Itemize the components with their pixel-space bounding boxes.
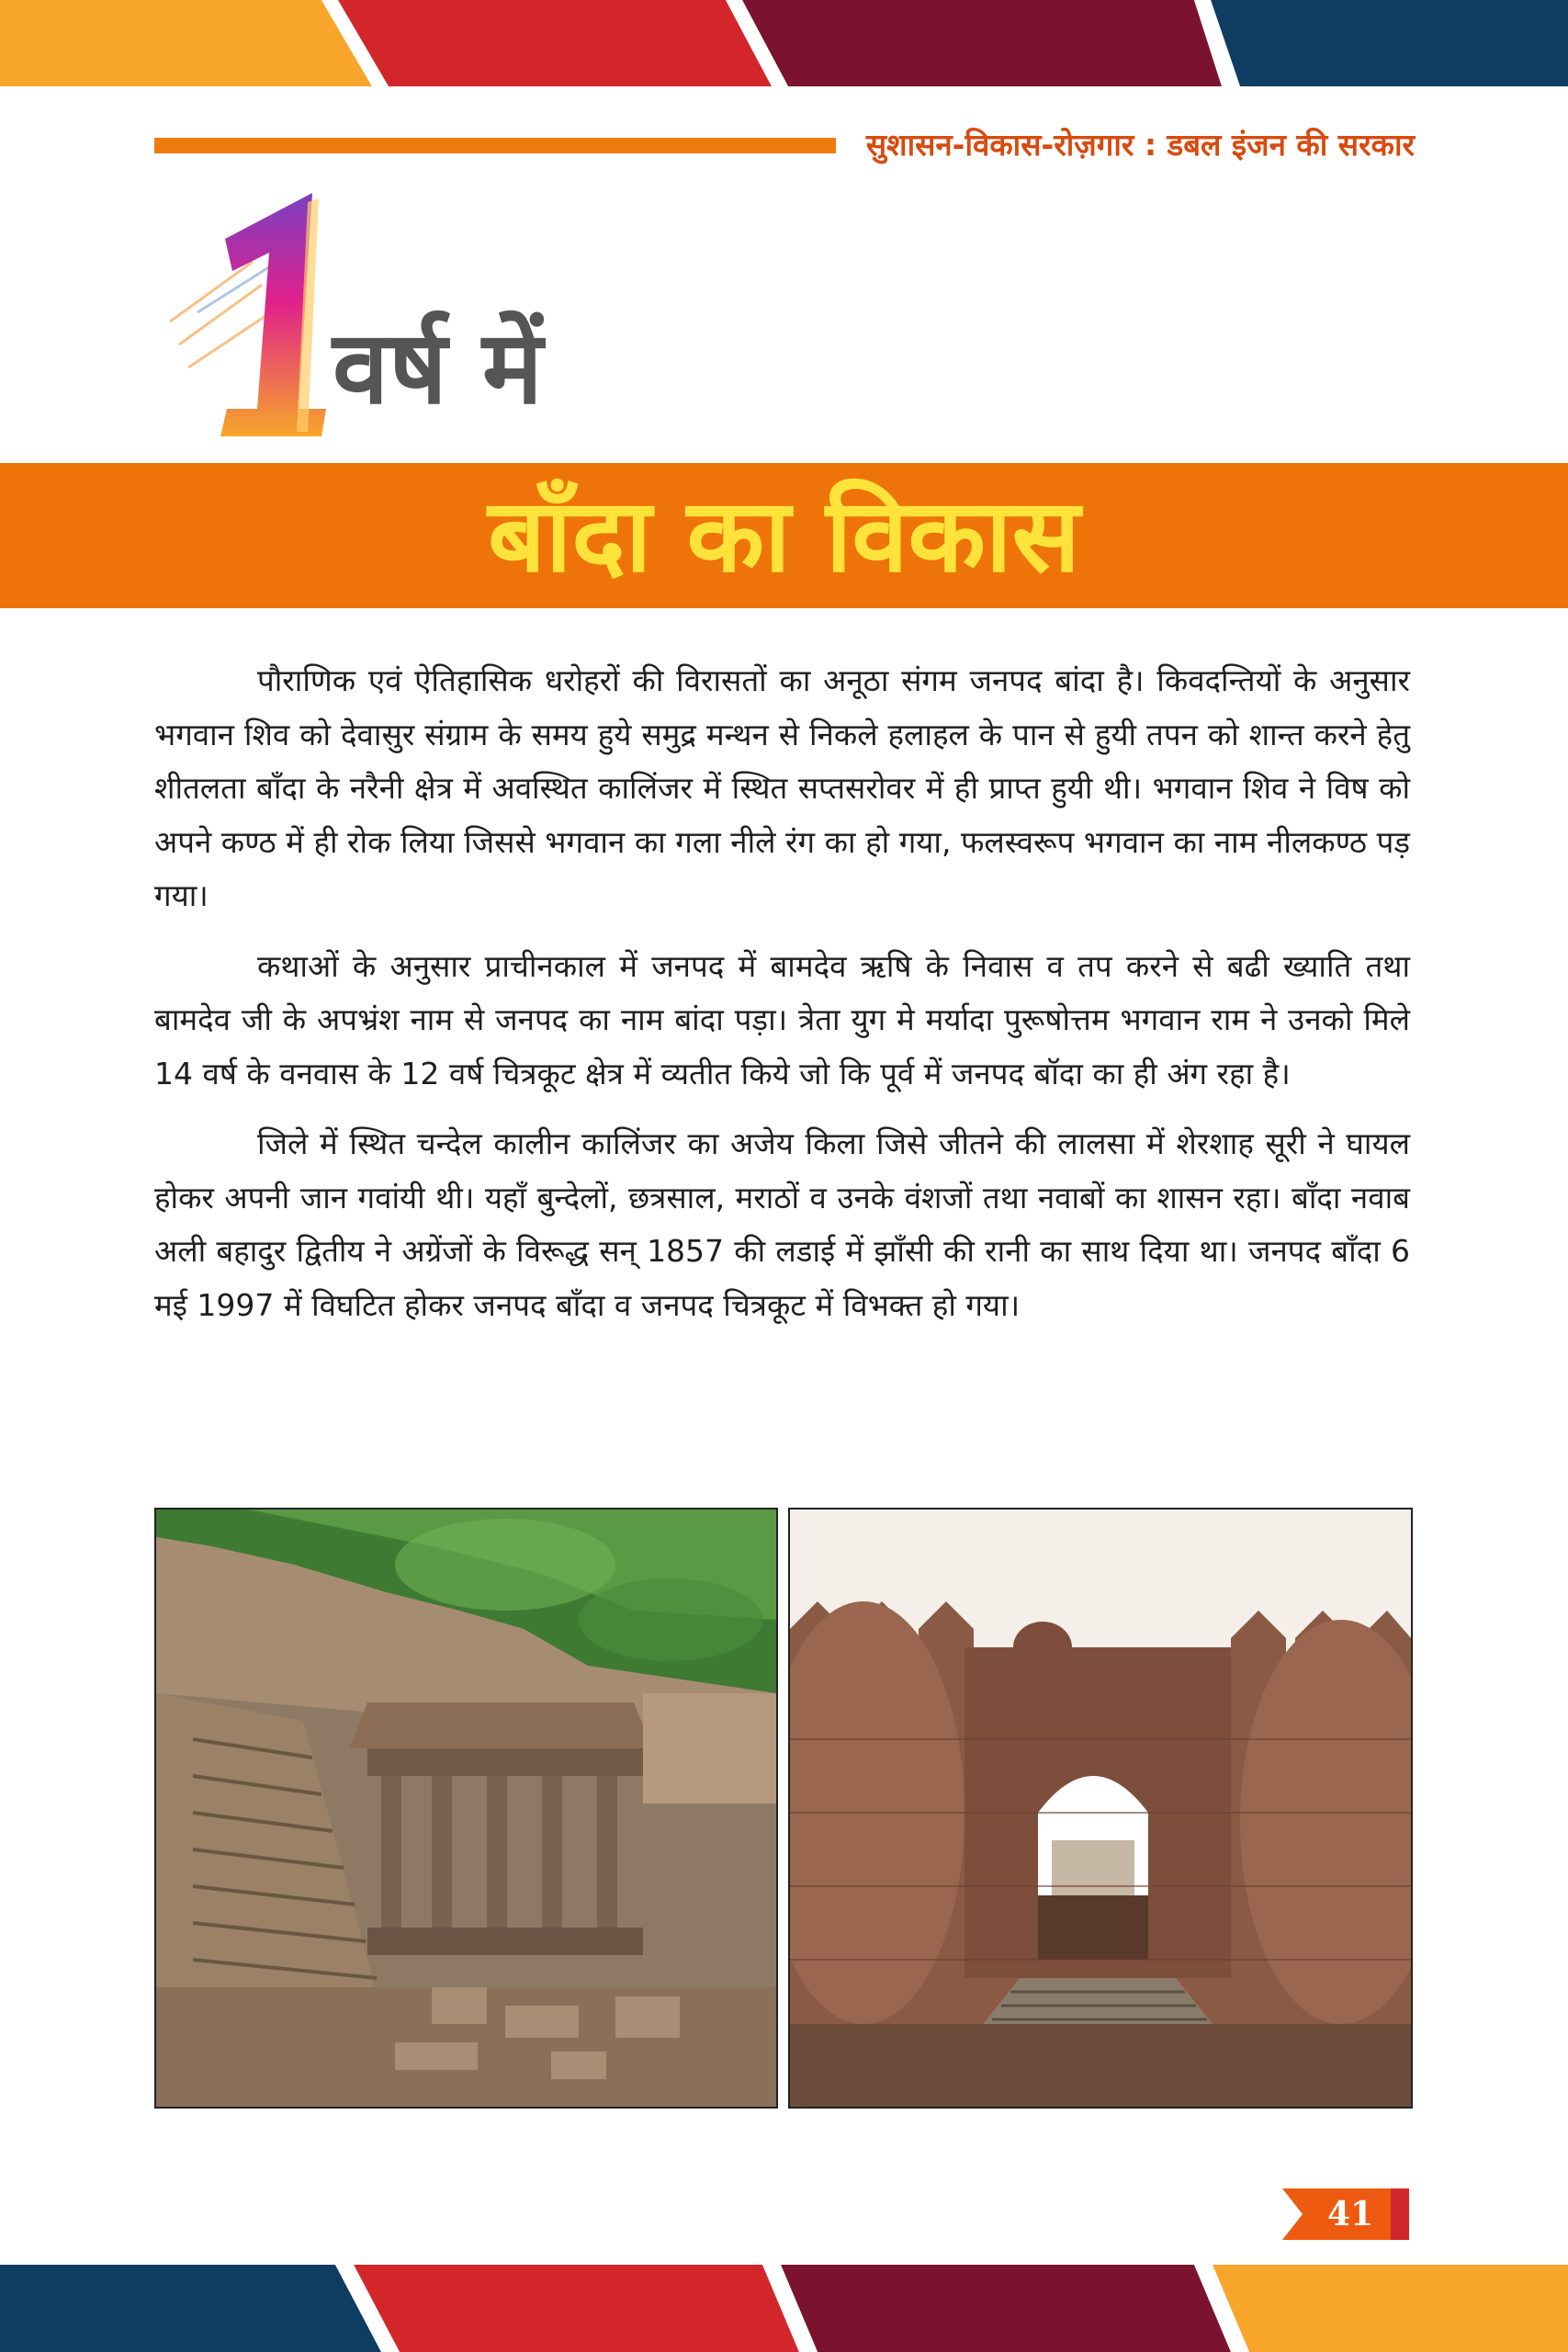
page-title: बाँदा का विकास (488, 476, 1080, 594)
paragraph: कथाओं के अनुसार प्राचीनकाल में जनपद में बामदेव ऋषि के निवास व तप करने से बढी ख्याति तथा बामदेव जी के अपभ्रंश नाम से जनपद का नाम बांदा पड़ा। त्रेता युग मे मर्यादा पुरूषोत्तम भगवान राम ने उनको मिले 14 वर्ष के वनवास के 12 वर्ष चित्रकूट क्षेत्र में व्यतीत किये जो कि पूर्व में जनपद बॉदा का ही अंग रहा है। (154, 947, 1410, 1091)
year-number-graphic (161, 184, 354, 450)
title-band (0, 463, 1568, 608)
kalinjar-fort-gate-photo (788, 1508, 1413, 2109)
year-label: वर्ष में (333, 308, 543, 426)
paragraph: पौराणिक एवं ऐतिहासिक धरोहरों की विरासतों का अनूठा संगम जनपद बांदा है। किवदन्तियों के अनुसार भगवान शिव को देवासुर संग्राम के समय हुये समुद्र मन्थन से निकले हलाहल के पान से हुयी तपन को शान्त करने हेतु शीतलता बाँदा के नरैनी क्षेत्र में अवस्थित कालिंजर में स्थित सप्तसरोवर में ही प्राप्त हुयी थी। भगवान शिव ने विष को अपने कण्ठ में ही रोक लिया जिससे भगवान का गला नीले रंग का हो गया, फलस्वरूप भगवान का नाम नीलकण्ठ पड़ गया। (154, 662, 1410, 913)
header-tagline: सुशासन-विकास-रोज़गार : डबल इंजन की सरकार (865, 127, 1415, 163)
top-color-band (0, 0, 1568, 86)
bottom-color-band (0, 2265, 1568, 2352)
paragraph: जिले में स्थित चन्देल कालीन कालिंजर का अजेय किला जिसे जीतने की लालसा में शेरशाह सूरी ने घायल होकर अपनी जान गवांयी थी। यहाँ बुन्देलों, छत्रसाल, मराठों व उनके वंशजों तथा नवाबों का शासन रहा। बाँदा नवाब अली बहादुर द्वितीय ने अग्रेंजों के विरूद्ध सन् 1857 की लडाई में झाँसी की रानी का साथ दिया था। जनपद बाँदा 6 मई 1997 में विघटित होकर जनपद बाँदा व जनपद चित्रकूट में विभक्त हो गया। (154, 1125, 1410, 1323)
header-accent-bar (154, 138, 836, 153)
kalinjar-ruins-photo (154, 1508, 778, 2109)
article-body (154, 654, 1410, 1349)
page-number: 41 (1326, 2195, 1374, 2233)
